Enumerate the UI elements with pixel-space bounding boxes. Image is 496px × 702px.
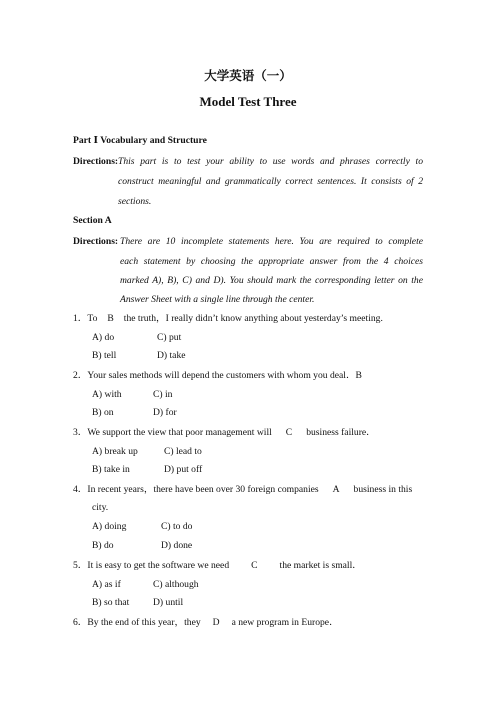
section-directions-line: Answer Sheet with a single line through the center. bbox=[120, 294, 315, 305]
question-3 bbox=[73, 427, 376, 439]
part-directions-line: This part is to test your ability to use words and phrases correctly to bbox=[118, 156, 423, 167]
section-heading: Section A bbox=[73, 215, 112, 226]
option: C) put bbox=[157, 332, 182, 343]
section-directions-label: Directions: bbox=[73, 236, 119, 247]
question-continuation: city. bbox=[92, 502, 109, 513]
option: C) in bbox=[153, 389, 173, 400]
part-directions-label: Directions: bbox=[73, 156, 119, 167]
option: A) as if bbox=[92, 579, 121, 590]
option: D) take bbox=[157, 350, 186, 361]
option: C) lead to bbox=[164, 446, 202, 457]
filled-answer: B bbox=[107, 313, 114, 324]
question-6 bbox=[73, 617, 339, 629]
option: B) do bbox=[92, 540, 114, 551]
option: B) so that bbox=[92, 597, 130, 608]
option: B) tell bbox=[92, 350, 117, 361]
part-heading: Part Ⅰ Vocabulary and Structure bbox=[73, 135, 207, 146]
question-stem-end: the market is small． bbox=[279, 560, 362, 571]
question-stem: 4．In recent years，there have been over 30 foreign companies bbox=[73, 484, 319, 495]
section-directions-line: each statement by choosing the appropriate answer from the 4 choices bbox=[120, 256, 423, 267]
option: C) although bbox=[153, 579, 199, 590]
filled-answer: C bbox=[251, 560, 258, 571]
question-stem-end: the truth，I really didn’t know anything about yesterday’s meeting. bbox=[123, 313, 383, 324]
question-stem: 3．We support the view that poor management will bbox=[73, 427, 272, 438]
question-stem: 1．To bbox=[73, 313, 98, 324]
option: B) take in bbox=[92, 464, 130, 475]
option: D) for bbox=[153, 407, 177, 418]
option: A) do bbox=[92, 332, 115, 343]
question-stem-end: business failure． bbox=[306, 427, 376, 438]
part-directions-line: sections. bbox=[118, 196, 152, 207]
option: D) done bbox=[161, 540, 193, 551]
document-title: 大学英语（一） bbox=[204, 69, 292, 83]
question-2: 2．Your sales methods will depend the customers with whom you deal．B bbox=[73, 370, 362, 381]
question-stem: 6．By the end of this year，they bbox=[73, 617, 201, 628]
option: B) on bbox=[92, 407, 114, 418]
filled-answer: A bbox=[332, 484, 340, 495]
section-directions-line: marked A), B), C) and D). You should mark the corresponding letter on the bbox=[120, 275, 423, 286]
option: D) until bbox=[153, 597, 184, 608]
option: C) to do bbox=[161, 521, 193, 532]
question-stem-end: business in this bbox=[353, 484, 413, 495]
option: A) doing bbox=[92, 521, 127, 532]
question-stem-end: a new program in Europe． bbox=[231, 617, 339, 628]
document-subtitle: Model Test Three bbox=[199, 94, 297, 109]
part-directions-line: construct meaningful and grammatically correct sentences. It consists of 2 bbox=[118, 176, 423, 187]
option: D) put off bbox=[164, 464, 203, 475]
option: A) with bbox=[92, 389, 122, 400]
question-stem: 5．It is easy to get the software we need bbox=[73, 560, 230, 571]
filled-answer: C bbox=[285, 427, 293, 438]
question-5 bbox=[73, 560, 362, 572]
option: A) break up bbox=[92, 446, 138, 457]
question-4 bbox=[73, 484, 412, 496]
section-directions-line: There are 10 incomplete statements here. You are required to complete bbox=[120, 236, 423, 247]
filled-answer: D bbox=[212, 617, 220, 628]
question-1 bbox=[73, 313, 383, 325]
